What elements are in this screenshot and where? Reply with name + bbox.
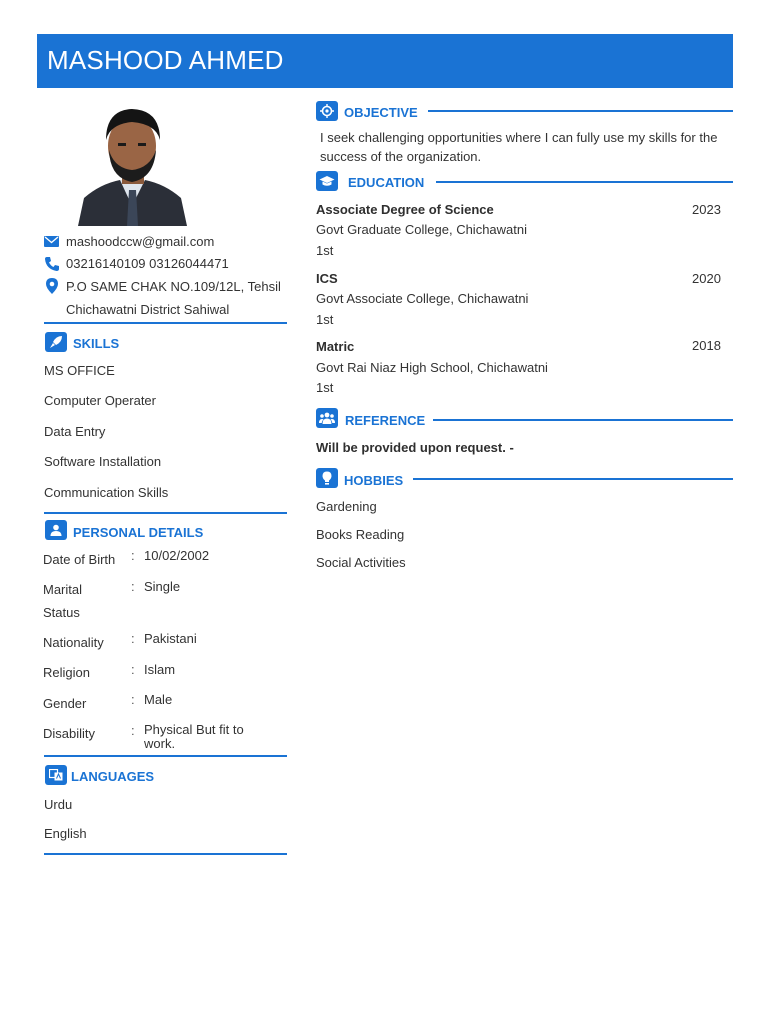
candidate-name: MASHOOD AHMED — [47, 45, 284, 75]
hobby-item: Social Activities — [316, 555, 406, 570]
graduation-cap-icon — [316, 171, 338, 191]
nationality-value: Pakistani — [144, 631, 197, 646]
education-degree: ICS — [316, 271, 338, 286]
education-year: 2018 — [692, 338, 721, 353]
lightbulb-icon — [316, 468, 338, 488]
phone-icon — [44, 256, 60, 272]
divider — [44, 512, 287, 514]
marital-value: Single — [144, 579, 181, 594]
skill-item: Software Installation — [44, 454, 162, 469]
colon: : — [131, 631, 135, 646]
language-item: English — [44, 826, 87, 841]
skills-title: SKILLS — [73, 336, 120, 351]
skill-item: MS OFFICE — [44, 363, 115, 378]
education-grade: 1st — [316, 312, 334, 327]
phone-text: 03216140109 03126044471 — [66, 256, 229, 271]
colon: : — [131, 662, 135, 677]
religion-label: Religion — [43, 665, 90, 680]
map-pin-icon — [44, 278, 60, 294]
education-title: EDUCATION — [348, 175, 425, 190]
section-rule — [433, 419, 733, 421]
education-year: 2023 — [692, 202, 721, 217]
section-rule — [436, 181, 733, 183]
objective-title: OBJECTIVE — [344, 105, 418, 120]
divider — [44, 755, 287, 757]
education-school: Govt Associate College, Chichawatni — [316, 291, 529, 306]
hobby-item: Gardening — [316, 499, 377, 514]
target-icon — [316, 101, 338, 121]
skill-item: Data Entry — [44, 424, 106, 439]
languages-title: LANGUAGES — [71, 769, 155, 784]
colon: : — [131, 579, 135, 594]
reference-text: Will be provided upon request. - — [316, 440, 514, 455]
hobbies-title: HOBBIES — [344, 473, 404, 488]
personal-title: PERSONAL DETAILS — [73, 525, 204, 540]
divider — [44, 322, 287, 324]
translate-icon — [45, 765, 67, 785]
education-school: Govt Graduate College, Chichawatni — [316, 222, 528, 237]
education-grade: 1st — [316, 243, 334, 258]
name-banner — [37, 34, 733, 88]
education-school: Govt Rai Niaz High School, Chichawatni — [316, 360, 548, 375]
user-icon — [45, 520, 67, 540]
objective-text: I seek challenging opportunities where I can fully use my skills for the success of the organization. — [320, 130, 718, 164]
education-degree: Associate Degree of Science — [316, 202, 494, 217]
address-line-1: P.O SAME CHAK NO.109/12L, Tehsil — [66, 279, 281, 294]
dob-label: Date of Birth — [43, 552, 116, 567]
section-rule — [413, 478, 733, 480]
colon: : — [131, 548, 135, 563]
colon: : — [131, 723, 135, 738]
profile-photo — [70, 106, 195, 226]
education-degree: Matric — [316, 339, 355, 354]
religion-value: Islam — [144, 662, 176, 677]
education-year: 2020 — [692, 271, 721, 286]
rocket-icon — [45, 332, 67, 352]
divider — [44, 853, 287, 855]
address-line-2: Chichawatni District Sahiwal — [66, 302, 230, 317]
reference-title: REFERENCE — [345, 413, 426, 428]
email-text: mashoodccw@gmail.com — [66, 234, 215, 249]
skill-item: Computer Operater — [44, 393, 156, 408]
envelope-icon — [44, 234, 60, 250]
nationality-label: Nationality — [43, 635, 104, 650]
users-icon — [316, 408, 338, 428]
gender-value: Male — [144, 692, 173, 707]
disability-value: Physical But fit to work. — [144, 722, 244, 751]
hobby-item: Books Reading — [316, 527, 405, 542]
education-grade: 1st — [316, 380, 334, 395]
section-rule — [428, 110, 733, 112]
skill-item: Communication Skills — [44, 485, 169, 500]
colon: : — [131, 692, 135, 707]
gender-label: Gender — [43, 696, 87, 711]
language-item: Urdu — [44, 797, 73, 812]
dob-value: 10/02/2002 — [144, 548, 210, 563]
disability-label: Disability — [43, 726, 96, 741]
marital-label: Marital Status — [43, 582, 83, 620]
